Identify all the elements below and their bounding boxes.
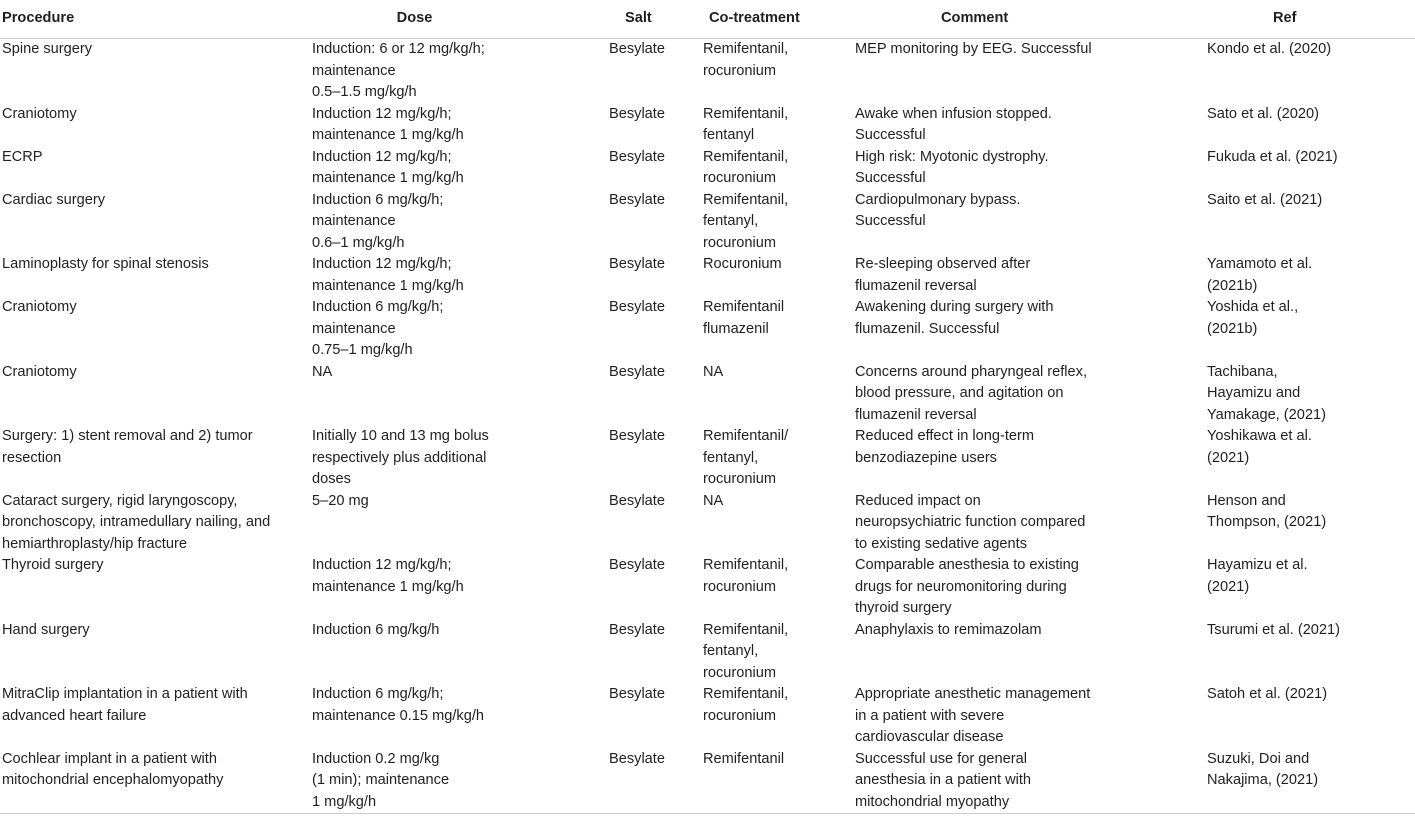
table-row xyxy=(0,297,1415,362)
cell-procedure xyxy=(0,362,312,427)
cell-co-treatment xyxy=(703,190,855,255)
cell-procedure xyxy=(0,297,312,362)
cell-procedure xyxy=(0,147,312,190)
cell-comment-text: Reduced effect in long-term benzodiazepine users xyxy=(855,428,1035,466)
cell-ref xyxy=(1205,684,1415,749)
cell-ref-text: Saito et al. (2021) xyxy=(1207,191,1323,208)
cell-co-treatment-text: Rocuronium xyxy=(703,256,782,272)
header-salt: Salt xyxy=(607,0,703,39)
cell-co-treatment-text: Remifentanil, rocuronium xyxy=(703,41,789,79)
cell-co-treatment-text: Remifentanil xyxy=(703,750,785,767)
cell-procedure-text: Laminoplasty for spinal stenosis xyxy=(2,256,209,272)
cell-salt-text: Besylate xyxy=(609,363,665,380)
cell-procedure xyxy=(0,684,312,749)
cell-dose-text: Induction 12 mg/kg/h; maintenance 1 mg/kg/h xyxy=(312,105,464,143)
cell-salt xyxy=(607,749,703,814)
cell-dose-text: NA xyxy=(312,363,333,380)
cell-co-treatment-text: NA xyxy=(703,363,724,380)
cell-comment xyxy=(855,39,1205,104)
cell-co-treatment-text: Remifentanil flumazenil xyxy=(703,299,785,337)
cell-salt-text: Besylate xyxy=(609,191,665,208)
header-comment: Comment xyxy=(855,0,1205,39)
cell-salt xyxy=(607,684,703,749)
cell-salt xyxy=(607,104,703,147)
cell-comment xyxy=(855,297,1205,362)
cell-ref xyxy=(1205,297,1415,362)
cell-dose-text: Initially 10 and 13 mg bolus respectively plus additional doses xyxy=(312,428,489,487)
table-row xyxy=(0,491,1415,556)
cell-ref xyxy=(1205,749,1415,814)
table-row xyxy=(0,749,1415,814)
cell-comment-text: Successful use for general anesthesia in a patient with mitochondrial myopathy xyxy=(855,750,1032,810)
cell-comment-text: Anaphylaxis to remimazolam xyxy=(855,621,1042,638)
cell-dose-text: 5–20 mg xyxy=(312,492,369,509)
cell-co-treatment xyxy=(703,104,855,147)
cell-co-treatment xyxy=(703,684,855,749)
cell-comment-text: Awakening during surgery with flumazenil. Successful xyxy=(855,299,1054,337)
cell-dose xyxy=(312,426,607,491)
table-row xyxy=(0,104,1415,147)
cell-dose xyxy=(312,362,607,427)
cell-dose xyxy=(312,104,607,147)
cell-comment xyxy=(855,684,1205,749)
cell-procedure-text: Thyroid surgery xyxy=(2,557,104,573)
cell-comment xyxy=(855,147,1205,190)
cell-salt xyxy=(607,426,703,491)
table-row xyxy=(0,254,1415,297)
cell-dose xyxy=(312,684,607,749)
cell-procedure xyxy=(0,426,312,491)
cell-comment xyxy=(855,426,1205,491)
cell-comment xyxy=(855,491,1205,556)
cell-dose-text: Induction 6 mg/kg/h; maintenance 0.6–1 mg/kg/h xyxy=(312,191,444,251)
cell-procedure-text: Craniotomy xyxy=(2,299,77,315)
cell-ref-text: Suzuki, Doi and Nakajima, (2021) xyxy=(1207,750,1319,788)
cell-procedure-text: Cataract surgery, rigid laryngoscopy, bronchoscopy, intramedullary nailing, and hemiarthroplasty/hip fracture xyxy=(2,492,271,552)
cell-dose xyxy=(312,555,607,620)
table-row xyxy=(0,620,1415,685)
table-row xyxy=(0,190,1415,255)
header-row xyxy=(0,0,1415,39)
table-row xyxy=(0,426,1415,491)
cell-salt-text: Besylate xyxy=(609,299,665,315)
table-row xyxy=(0,39,1415,104)
cell-procedure xyxy=(0,491,312,556)
cell-ref-text: Hayamizu et al. (2021) xyxy=(1207,557,1308,595)
table-row xyxy=(0,147,1415,190)
cell-procedure-text: MitraClip implantation in a patient with advanced heart failure xyxy=(2,686,248,724)
cell-co-treatment xyxy=(703,620,855,685)
cell-co-treatment xyxy=(703,491,855,556)
cell-dose xyxy=(312,254,607,297)
cell-procedure xyxy=(0,190,312,255)
cell-procedure xyxy=(0,555,312,620)
cell-dose-text: Induction 6 mg/kg/h; maintenance 0.75–1 mg/kg/h xyxy=(312,299,444,358)
cell-procedure xyxy=(0,620,312,685)
cell-ref xyxy=(1205,620,1415,685)
cell-comment-text: MEP monitoring by EEG. Successful xyxy=(855,41,1092,57)
cell-ref xyxy=(1205,491,1415,556)
table-row xyxy=(0,555,1415,620)
cell-co-treatment-text: Remifentanil, fentanyl, rocuronium xyxy=(703,191,789,251)
cell-comment xyxy=(855,749,1205,814)
cell-salt xyxy=(607,39,703,104)
cell-ref-text: Sato et al. (2020) xyxy=(1207,105,1319,122)
cell-co-treatment-text: Remifentanil, fentanyl xyxy=(703,105,789,143)
cell-comment xyxy=(855,362,1205,427)
cell-dose xyxy=(312,147,607,190)
cell-co-treatment-text: NA xyxy=(703,492,724,509)
header-procedure: Procedure xyxy=(0,0,312,39)
cell-salt xyxy=(607,555,703,620)
cell-salt xyxy=(607,297,703,362)
cell-co-treatment xyxy=(703,297,855,362)
cell-dose-text: Induction 6 mg/kg/h xyxy=(312,621,440,638)
cell-procedure-text: Cardiac surgery xyxy=(2,191,106,208)
cell-co-treatment xyxy=(703,147,855,190)
cell-comment-text: Awake when infusion stopped. Successful xyxy=(855,105,1052,143)
cell-dose-text: Induction 6 mg/kg/h; maintenance 0.15 mg/kg/h xyxy=(312,686,484,724)
cell-dose xyxy=(312,491,607,556)
cell-procedure xyxy=(0,254,312,297)
cell-salt-text: Besylate xyxy=(609,557,665,573)
cell-co-treatment-text: Remifentanil, rocuronium xyxy=(703,557,789,595)
cell-procedure-text: Craniotomy xyxy=(2,105,77,122)
cell-ref xyxy=(1205,39,1415,104)
cell-comment-text: Reduced impact on neuropsychiatric function compared to existing sedative agents xyxy=(855,492,1086,552)
cell-comment-text: Re-sleeping observed after flumazenil reversal xyxy=(855,256,1031,294)
cell-comment xyxy=(855,190,1205,255)
cell-procedure-text: Spine surgery xyxy=(2,41,93,57)
cell-ref xyxy=(1205,362,1415,427)
cell-ref xyxy=(1205,254,1415,297)
cell-comment xyxy=(855,104,1205,147)
cell-comment xyxy=(855,555,1205,620)
cell-ref-text: Kondo et al. (2020) xyxy=(1207,41,1332,57)
header-dose: Dose xyxy=(312,0,607,39)
table-row xyxy=(0,362,1415,427)
cell-salt-text: Besylate xyxy=(609,621,665,638)
cell-ref-text: Henson and Thompson, (2021) xyxy=(1207,492,1327,530)
cell-procedure-text: ECRP xyxy=(2,148,43,165)
cell-salt xyxy=(607,362,703,427)
cell-co-treatment xyxy=(703,39,855,104)
header-ref: Ref xyxy=(1205,0,1415,39)
cell-co-treatment xyxy=(703,362,855,427)
cell-comment xyxy=(855,620,1205,685)
cell-procedure-text: Hand surgery xyxy=(2,621,90,638)
cell-salt xyxy=(607,620,703,685)
table-row xyxy=(0,684,1415,749)
cell-dose xyxy=(312,620,607,685)
cell-comment-text: High risk: Myotonic dystrophy. Successful xyxy=(855,148,1049,186)
cell-salt xyxy=(607,190,703,255)
cell-comment-text: Comparable anesthesia to existing drugs for neuromonitoring during thyroid surgery xyxy=(855,557,1079,616)
cell-co-treatment xyxy=(703,749,855,814)
cell-co-treatment xyxy=(703,254,855,297)
cell-comment-text: Appropriate anesthetic management in a patient with severe cardiovascular disease xyxy=(855,686,1091,745)
cell-co-treatment-text: Remifentanil, rocuronium xyxy=(703,148,789,186)
cell-dose xyxy=(312,749,607,814)
cell-salt-text: Besylate xyxy=(609,41,665,57)
cell-salt-text: Besylate xyxy=(609,492,665,509)
cell-dose xyxy=(312,39,607,104)
cell-salt-text: Besylate xyxy=(609,148,665,165)
cell-ref-text: Tsurumi et al. (2021) xyxy=(1207,621,1341,638)
cell-salt-text: Besylate xyxy=(609,750,665,767)
cell-procedure xyxy=(0,104,312,147)
cell-dose xyxy=(312,190,607,255)
table-body xyxy=(0,39,1415,814)
cell-co-treatment xyxy=(703,426,855,491)
cell-ref xyxy=(1205,190,1415,255)
cell-ref xyxy=(1205,426,1415,491)
cell-salt-text: Besylate xyxy=(609,686,665,702)
cell-ref-text: Satoh et al. (2021) xyxy=(1207,686,1328,702)
cell-salt xyxy=(607,147,703,190)
cell-ref-text: Yoshida et al., (2021b) xyxy=(1207,299,1299,337)
cell-ref-text: Yoshikawa et al. (2021) xyxy=(1207,428,1312,466)
cell-procedure xyxy=(0,749,312,814)
cell-co-treatment xyxy=(703,555,855,620)
cell-co-treatment-text: Remifentanil/ fentanyl, rocuronium xyxy=(703,428,789,487)
cell-procedure xyxy=(0,39,312,104)
cell-salt xyxy=(607,254,703,297)
cell-co-treatment-text: Remifentanil, rocuronium xyxy=(703,686,789,724)
cell-procedure-text: Craniotomy xyxy=(2,363,77,380)
cell-dose-text: Induction 12 mg/kg/h; maintenance 1 mg/kg/h xyxy=(312,148,464,186)
cell-co-treatment-text: Remifentanil, fentanyl, rocuronium xyxy=(703,621,789,681)
cell-salt-text: Besylate xyxy=(609,105,665,122)
cell-salt xyxy=(607,491,703,556)
cell-dose-text: Induction 12 mg/kg/h; maintenance 1 mg/kg/h xyxy=(312,256,464,294)
cell-procedure-text: Surgery: 1) stent removal and 2) tumor resection xyxy=(2,428,253,466)
cell-ref xyxy=(1205,104,1415,147)
cell-salt-text: Besylate xyxy=(609,256,665,272)
header-co-treatment: Co-treatment xyxy=(703,0,855,39)
cell-dose-text: Induction 0.2 mg/kg (1 min); maintenance 1 mg/kg/h xyxy=(312,750,450,810)
cell-ref xyxy=(1205,555,1415,620)
cell-ref-text: Yamamoto et al. (2021b) xyxy=(1207,256,1313,294)
cell-dose xyxy=(312,297,607,362)
cell-comment xyxy=(855,254,1205,297)
cell-dose-text: Induction 12 mg/kg/h; maintenance 1 mg/kg/h xyxy=(312,557,464,595)
cell-dose-text: Induction: 6 or 12 mg/kg/h; maintenance 0.5–1.5 mg/kg/h xyxy=(312,41,485,100)
cell-comment-text: Cardiopulmonary bypass. Successful xyxy=(855,191,1021,229)
cell-salt-text: Besylate xyxy=(609,428,665,444)
cell-ref-text: Tachibana, Hayamizu and Yamakage, (2021) xyxy=(1207,363,1326,423)
cell-ref xyxy=(1205,147,1415,190)
cell-comment-text: Concerns around pharyngeal reflex, blood pressure, and agitation on flumazenil reversal xyxy=(855,363,1088,423)
cell-procedure-text: Cochlear implant in a patient with mitochondrial encephalomyopathy xyxy=(2,750,224,788)
cell-ref-text: Fukuda et al. (2021) xyxy=(1207,148,1338,165)
